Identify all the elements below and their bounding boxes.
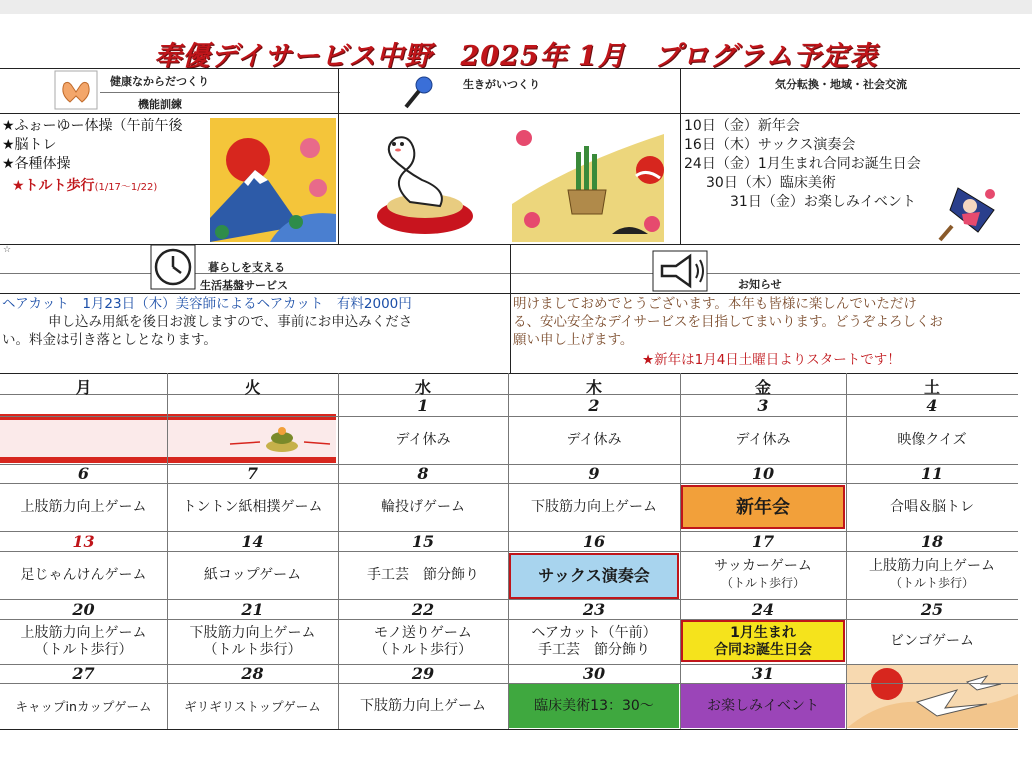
microphone-icon <box>400 75 436 111</box>
date-cell: 31 <box>751 664 775 683</box>
activity-sublabel: （トルト歩行） <box>203 641 302 658</box>
divider <box>100 92 340 93</box>
date-cell: 8 <box>417 464 429 483</box>
activity-label: お楽しみイベント <box>707 698 819 714</box>
activity-label: 新年会 <box>736 496 790 518</box>
news-notice-highlight: ★新年は1月4日土曜日よりスタートです！ <box>642 352 901 368</box>
date-cell: 9 <box>588 464 600 483</box>
page-title: 奉優デイサービス中野 2025年 1月 プログラム予定表 <box>154 41 878 72</box>
weekday-mon: 月 <box>75 378 92 397</box>
section-subheading-training: 機能訓練 <box>138 98 182 111</box>
program-highlight <box>12 175 157 195</box>
date-cell: 22 <box>411 600 435 619</box>
date-cell: 1 <box>417 396 429 415</box>
kadomatsu-illustration <box>512 124 664 242</box>
activity-label: 合唱＆脳トレ <box>890 498 974 515</box>
activity-sublabel: （トルト歩行） <box>720 576 805 590</box>
activity-cell <box>0 551 167 599</box>
date-cell: 25 <box>920 600 944 619</box>
activity-cell <box>338 551 508 599</box>
date-cell: 17 <box>751 532 775 551</box>
date-cell: 15 <box>411 532 435 551</box>
activity-label: ギリギリストップゲーム <box>184 699 321 714</box>
activity-cell <box>167 483 338 531</box>
activity-cell <box>338 483 508 531</box>
living-notice-line: 申し込み用紙を後日お渡しますので、事前にお申込みくださ <box>48 314 413 330</box>
news-notice-line: 明けましておめでとうございます。本年も皆様に楽しんでいただけ <box>513 296 917 312</box>
activity-cell <box>508 619 680 664</box>
activity-cell <box>338 619 508 664</box>
living-notice-line: ヘアカット 1月23日（木）美容師によるヘアカット 有料2000円 <box>2 296 412 312</box>
section-heading-health: 健康なからだつくり <box>110 75 209 88</box>
weekday-sat: 土 <box>923 378 940 397</box>
activity-cell <box>0 684 167 729</box>
date-cell: 3 <box>757 396 769 415</box>
activity-cell <box>846 483 1018 531</box>
date-cell: 10 <box>751 464 775 483</box>
activity-cell <box>680 684 846 729</box>
divider <box>338 68 339 244</box>
activity-cell <box>508 416 680 464</box>
activity-label: 紙コップゲーム <box>203 566 302 583</box>
weekday-tue: 火 <box>244 378 261 397</box>
date-cell: 20 <box>72 600 95 619</box>
activity-label: 臨床美術13：30～ <box>534 698 654 714</box>
activity-sublabel: （トルト歩行） <box>889 576 974 590</box>
kagami-mochi-illustration <box>0 414 336 464</box>
activity-sublabel: 手工芸 節分飾り <box>538 641 650 658</box>
divider <box>510 244 511 374</box>
date-cell: 11 <box>920 464 944 483</box>
hagoita-illustration <box>938 186 1000 242</box>
activity-label: ヘアカット（午前） <box>531 624 657 641</box>
section-subheading-living: 生活基盤サービス <box>200 279 288 292</box>
activity-label: 下肢筋力向上ゲーム <box>531 498 657 515</box>
divider <box>0 68 1020 69</box>
activity-cell <box>167 551 338 599</box>
date-cell: 7 <box>246 464 259 483</box>
activity-label: サッカーゲーム <box>714 558 812 574</box>
date-cell: 27 <box>72 664 95 683</box>
activity-label: 1月生まれ <box>730 624 796 641</box>
activity-cell <box>338 416 508 464</box>
megaphone-icon <box>652 250 708 292</box>
activity-cell <box>680 619 846 664</box>
activity-cell <box>338 684 508 729</box>
program-highlight-period: (1/17～1/22) <box>94 182 158 193</box>
date-cell: 23 <box>582 600 606 619</box>
activity-label: 下肢筋力向上ゲーム <box>189 624 316 641</box>
sunrise-fuji-illustration <box>210 118 336 242</box>
activity-label: 上肢筋力向上ゲーム <box>869 558 995 574</box>
hands-heart-icon <box>54 70 98 110</box>
cranes-illustration <box>847 664 1018 728</box>
activity-cell <box>508 551 680 599</box>
activity-cell <box>846 551 1018 599</box>
activity-cell <box>0 483 167 531</box>
activity-label: 上肢筋力向上ゲーム <box>20 498 147 515</box>
activity-cell <box>680 483 846 531</box>
living-notice-line: い。料金は引き落としとなります。 <box>2 332 217 348</box>
activity-label: 足じゃんけんゲーム <box>20 566 147 583</box>
activity-label: トントン紙相撲ゲーム <box>182 498 323 515</box>
activity-label: 手工芸 節分飾り <box>367 566 479 583</box>
program-item: ★ふぉーゆー体操（午前午後 <box>2 118 183 134</box>
activity-cell <box>680 551 846 599</box>
program-item: ★脳トレ <box>2 137 57 153</box>
section-heading-purpose: 生きがいつくり <box>463 78 540 91</box>
event-item: 24日（金）1月生まれ合同お誕生日会 <box>684 156 921 172</box>
weekday-thu: 木 <box>585 378 602 397</box>
date-cell: 29 <box>411 664 435 683</box>
section-heading-refresh: 気分転換・地域・社会交流 <box>775 78 907 91</box>
activity-label: ビンゴゲーム <box>890 633 974 649</box>
news-notice-line: 願い申し上げます。 <box>513 332 634 348</box>
activity-sublabel: （トルト歩行） <box>374 641 472 658</box>
activity-label: 映像クイズ <box>897 431 967 448</box>
activity-label: 輪投げゲーム <box>381 498 465 515</box>
activity-cell <box>0 619 167 664</box>
clock-icon <box>150 244 196 290</box>
activity-cell <box>846 416 1018 464</box>
divider <box>0 373 1018 374</box>
activity-label: 下肢筋力向上ゲーム <box>360 698 486 714</box>
section-heading-news: お知らせ <box>738 278 782 291</box>
activity-label: デイ休み <box>735 431 791 448</box>
weekday-fri: 金 <box>754 378 771 397</box>
activity-label: サックス演奏会 <box>538 565 650 585</box>
date-cell: 21 <box>241 600 264 619</box>
star-mark: ☆ <box>3 245 12 255</box>
section-heading-living: 暮らしを支える <box>208 261 285 274</box>
activity-sublabel: 合同お誕生日会 <box>714 641 812 658</box>
divider <box>0 729 1018 730</box>
news-notice-line: る、安心安全なデイサービスを目指してまいります。どうぞよろしくお <box>513 314 943 330</box>
activity-label: 上肢筋力向上ゲーム <box>20 624 147 641</box>
activity-label: キャップinカップゲーム <box>15 699 152 714</box>
weekday-wed: 水 <box>414 378 431 397</box>
divider <box>680 68 681 244</box>
date-cell: 28 <box>241 664 264 683</box>
date-cell: 14 <box>241 532 264 551</box>
activity-cell <box>508 483 680 531</box>
date-cell: 6 <box>77 464 90 483</box>
top-strip <box>0 0 1032 14</box>
date-cell-holiday: 13 <box>72 532 95 551</box>
activity-cell <box>167 684 338 729</box>
date-cell: 18 <box>920 532 944 551</box>
program-highlight-label: ★トルト歩行 <box>12 178 95 194</box>
activity-cell <box>508 684 680 729</box>
date-cell: 2 <box>588 396 600 415</box>
date-cell: 4 <box>926 396 938 415</box>
divider <box>0 113 1020 114</box>
activity-cell <box>846 619 1018 664</box>
event-item: 30日（木）臨床美術 <box>706 175 836 191</box>
event-item: 31日（金）お楽しみイベント <box>730 194 916 210</box>
date-cell: 24 <box>751 600 775 619</box>
date-cell: 16 <box>582 532 606 551</box>
activity-label: デイ休み <box>566 431 622 448</box>
activity-cell <box>167 619 338 664</box>
date-cell: 30 <box>582 664 606 683</box>
event-item: 10日（金）新年会 <box>684 118 800 134</box>
activity-cell <box>680 416 846 464</box>
event-item: 16日（木）サックス演奏会 <box>684 137 856 153</box>
activity-label: モノ送りゲーム <box>374 624 472 641</box>
activity-label: デイ休み <box>395 431 451 448</box>
activity-sublabel: （トルト歩行） <box>34 641 133 658</box>
program-item: ★各種体操 <box>2 156 71 172</box>
snake-illustration <box>370 124 480 236</box>
